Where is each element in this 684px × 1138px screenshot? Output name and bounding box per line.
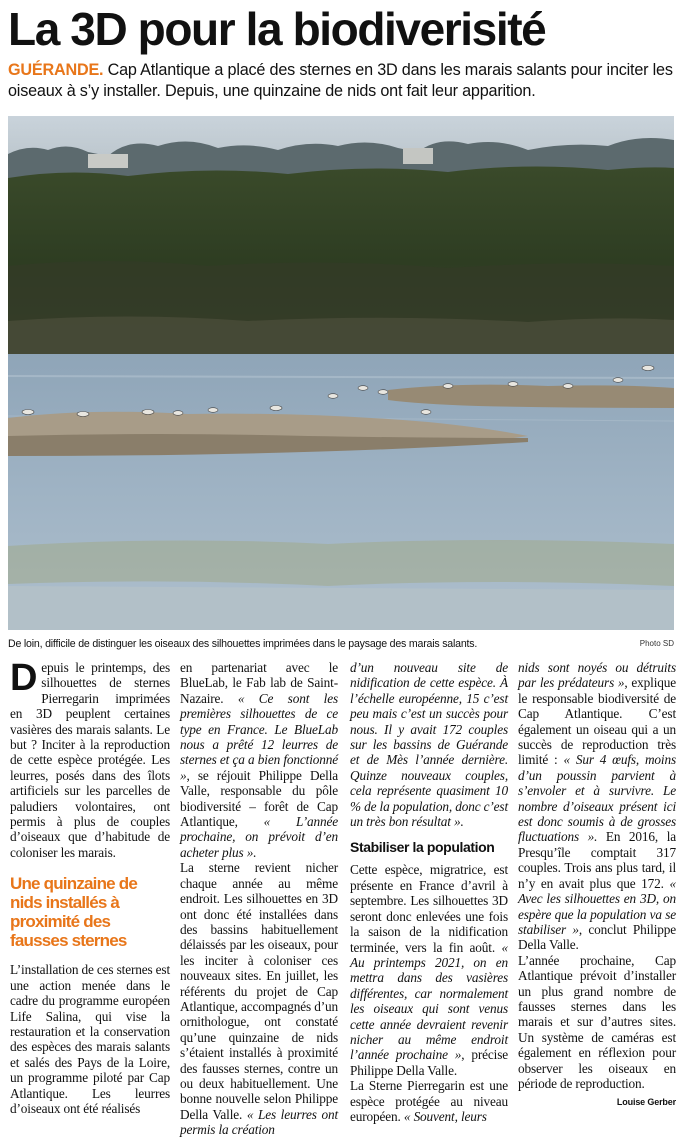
paragraph-migration (350, 862, 508, 1078)
paragraph-nesting (180, 860, 338, 1137)
headline: La 3D pour la biodiverisité (8, 3, 546, 55)
lead-text: Cap Atlantique a placé des sternes en 3D dans les marais salants pour inciter les oiseaux à s’y installer. Depuis, une quinzaine de nids ont fait leur apparition. (8, 61, 673, 100)
paragraph-quote-success (350, 660, 508, 829)
quote: « Sur 4 œufs, moins d’un poussin parvient à s’envoler et à survivre. Le nombre d’oiseaux présent ici est donc soumis à de grosses fluctuations ». (518, 752, 677, 845)
text-segment: en partenariat avec le BlueLab, le Fab lab de Saint-Nazaire. (180, 660, 338, 706)
text-segment: , précise Philippe Della Valle. (350, 1047, 508, 1078)
text-segment: Cette espèce, migratrice, est présente en France d’avril à septembre. Les silhouettes 3D seront donc enlevées une fois la saison de la nidification terminée, vers la fin août. (350, 862, 508, 955)
drop-cap: D (10, 657, 38, 699)
quote: « Ce sont les premières silhouettes de ce type en France. Le BlueLab nous a prêté 12 leurres de sternes et ça a bien fonctionné » (180, 690, 338, 783)
paragraph-protected (350, 1078, 508, 1124)
text-segment: En 2016, la Presqu’île comptait 317 couples. Trois ans plus tard, il n’y en avait plus que 172. (518, 829, 676, 891)
intro-paragraph (10, 657, 170, 860)
photo-credit: Photo SD (639, 639, 674, 648)
lead-paragraph (8, 60, 678, 102)
quote: « Avec les silhouettes en 3D, on espère que la population va se stabiliser » (518, 875, 676, 937)
text-segment: , explique le responsable biodiversité de Cap Atlantique. C’est également un oiseau qui a un succès de reproduction très limité : (518, 675, 677, 768)
article-column-2 (180, 660, 338, 1138)
quote: d’un nouveau site de nidification de cette espèce. À l’échelle européenne, 15 c’est peu mais c’est un succès pour nous. Il y avait 172 couples sur les bassins de Guérande et de Mès l’année dernière. Quinze nouveaux couples, cela représente quasiment 10 % de la population, donc c’est un très bon résultat ». (350, 660, 508, 830)
text-segment: , se réjouit Philippe Della Valle, responsable du pôle biodiversité – forêt de Cap Atlantique, (180, 767, 338, 830)
subhead-nests: Une quinzaine de nids installés à proximité des fausses sternes (10, 874, 137, 951)
article-column-4 (518, 660, 676, 1111)
subhead-population: Stabiliser la population (350, 839, 495, 856)
paragraph-next-year: L’année prochaine, Cap Atlantique prévoit d’installer un plus grand nombre de fausses sternes dans les marais et sur d’autres sites. Un système de caméras est également en réflexion pour observer les oiseaux en période de reproduction. (518, 952, 676, 1091)
paragraph-predators (518, 660, 676, 953)
author-byline: Louise Gerber (616, 1097, 676, 1108)
text-segment: , conclut Philippe Della Valle. (518, 921, 676, 953)
article-column-1 (10, 657, 170, 1116)
quote: « Les leurres ont permis la création (180, 1106, 338, 1138)
paragraph-life-salina: L’installation de ces sternes est une action menée dans le cadre du programme européen Life Salina, qui vise la restauration et la conservation des espèces des marais salants et salés des Pays de la Loire, un programme piloté par Cap Atlantique. Les leurres d’oiseaux ont été réalisés (10, 962, 170, 1116)
quote: nids sont noyés ou détruits par les prédateurs » (518, 660, 676, 691)
salt-marsh-photo (8, 116, 674, 630)
quote: « Souvent, leurs (403, 1108, 487, 1124)
dateline-place: GUÉRANDE. (8, 61, 104, 79)
text-segment: La sterne revient nicher chaque année au même endroit. Les silhouettes en 3D ont donc été installées dans des bassins habituellement délaissés par les oiseaux, pour les inciter à coloniser ces nouveaux sites. En juillet, les référents du projet de Cap Atlantique, accompagnés d’un ornithologue, ont constaté qu’une quinzaine de nids s’étaient installés à proximité des fausses sternes, contre un ou deux habituellement. Une bonne nouvelle selon Philippe Della Valle. (180, 860, 338, 1122)
intro-text: epuis le printemps, des silhouettes de sternes Pierregarin imprimées en 3D peuplent certaines vasières des marais salants. Le but ? Inciter à la reproduction de cette espèce protégée. Les leurres, posés dans des îlots artificiels sur les parcelles de paludiers volontaires, ont permis à plus de couples d’oiseaux que d’habitude de coloniser les marais. (10, 660, 170, 860)
quote: « Au printemps 2021, on en mettra dans des vasières différentes, car normalement les oiseaux qui sont venus cette année devraient revenir nicher au même endroit l’année prochaine » (350, 939, 508, 1063)
paragraph-bluelab (180, 660, 338, 860)
quote: « L’année prochaine, on prévoit d’en acheter plus ». (180, 814, 338, 860)
photo-caption: De loin, difficile de distinguer les oiseaux des silhouettes imprimées dans le paysage des marais salants. (8, 638, 478, 650)
article-column-3 (350, 660, 508, 1124)
text-segment: La Sterne Pierregarin est une espèce protégée au niveau européen. (350, 1078, 508, 1124)
